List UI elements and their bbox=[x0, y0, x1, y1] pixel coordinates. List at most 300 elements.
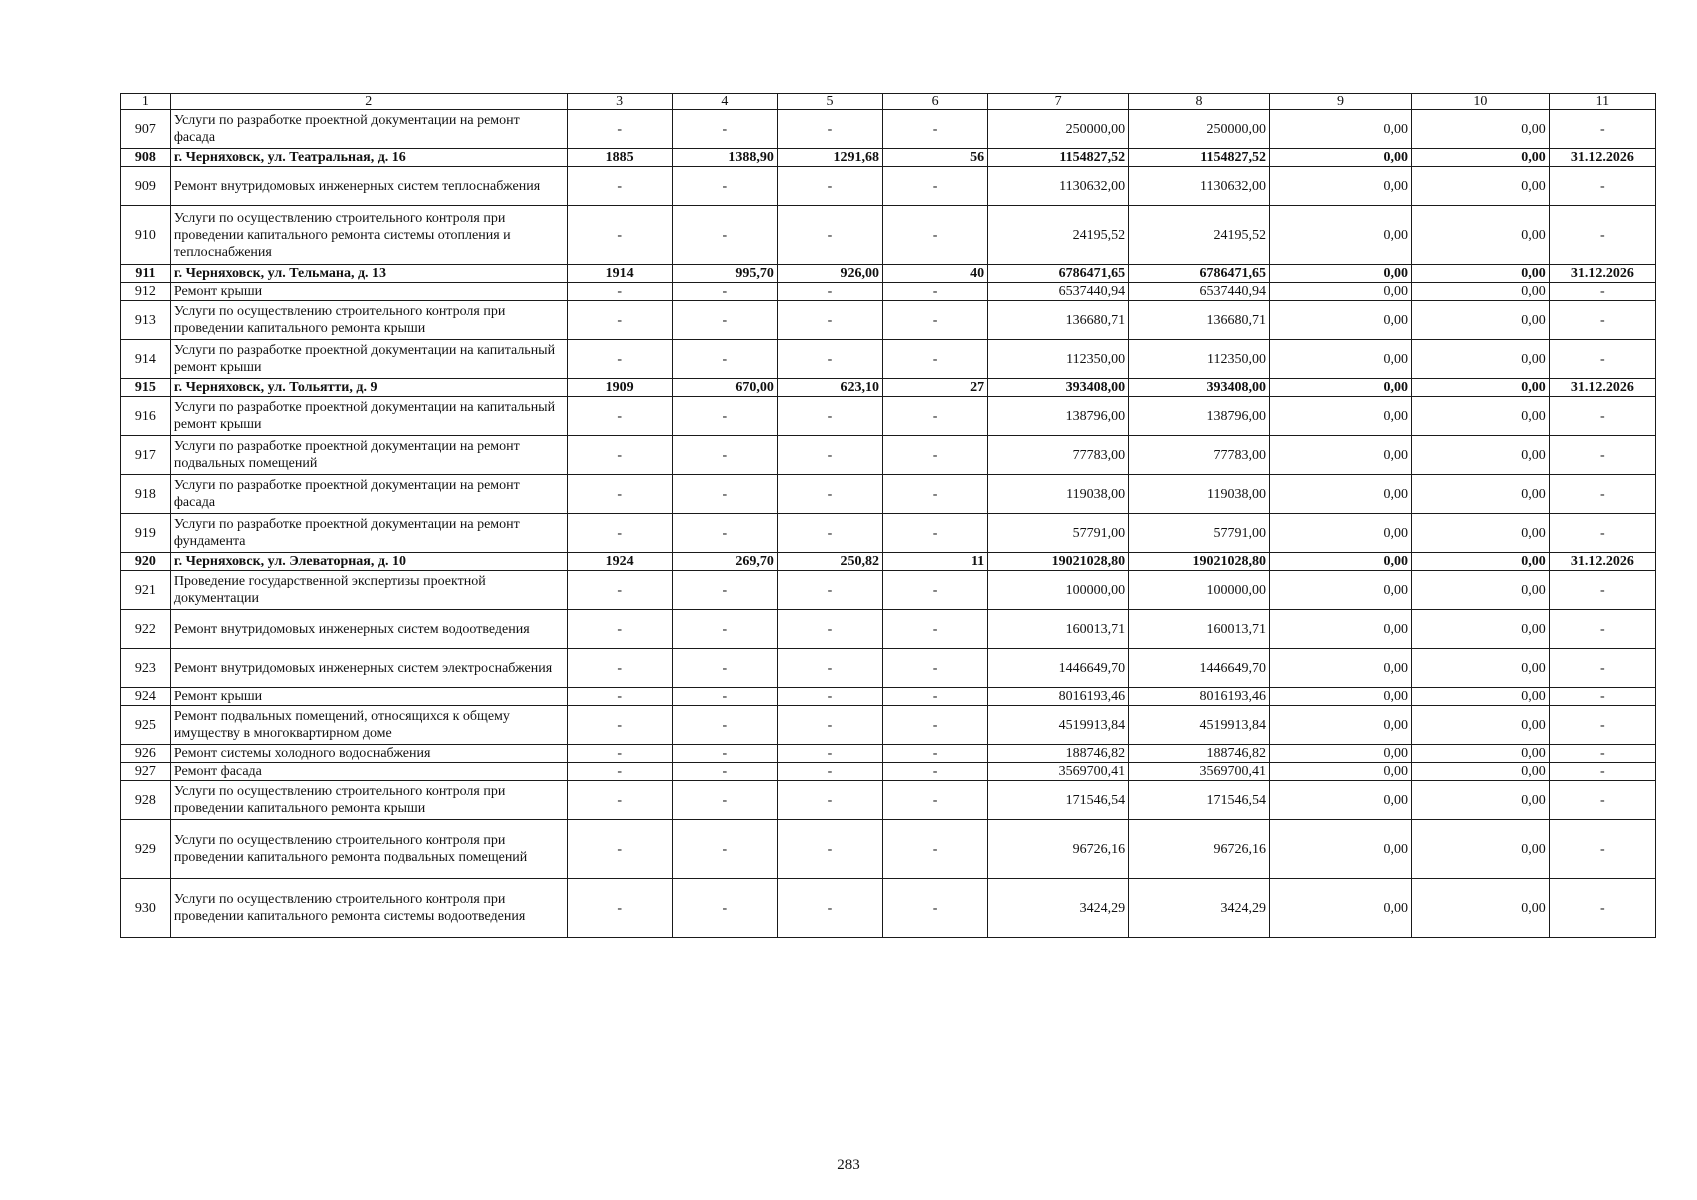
cell-col-10: 0,00 bbox=[1412, 110, 1550, 149]
cell-col-11: - bbox=[1549, 167, 1655, 206]
cell-col-4: 995,70 bbox=[672, 265, 777, 283]
work-name: г. Черняховск, ул. Элеваторная, д. 10 bbox=[170, 553, 567, 571]
work-name: Услуги по осуществлению строительного контроля при проведении капитального ремонта системы отопления и теплоснабжения bbox=[170, 206, 567, 265]
cell-col-8: 100000,00 bbox=[1129, 571, 1270, 610]
cell-col-5: - bbox=[777, 340, 882, 379]
table-row bbox=[121, 436, 1656, 475]
cell-col-6: 27 bbox=[883, 379, 988, 397]
column-header: 2 bbox=[170, 94, 567, 110]
cell-col-4: 269,70 bbox=[672, 553, 777, 571]
row-number: 929 bbox=[121, 820, 171, 879]
cell-col-5: - bbox=[777, 649, 882, 688]
cell-col-8: 4519913,84 bbox=[1129, 706, 1270, 745]
cell-col-11: - bbox=[1549, 879, 1655, 938]
cell-col-9: 0,00 bbox=[1270, 763, 1412, 781]
cell-col-11: - bbox=[1549, 649, 1655, 688]
cell-col-6: - bbox=[883, 475, 988, 514]
table-row bbox=[121, 763, 1656, 781]
cell-col-8: 96726,16 bbox=[1129, 820, 1270, 879]
work-name: Услуги по разработке проектной документации на ремонт фасада bbox=[170, 110, 567, 149]
cell-col-11: - bbox=[1549, 688, 1655, 706]
cell-col-9: 0,00 bbox=[1270, 283, 1412, 301]
row-number: 913 bbox=[121, 301, 171, 340]
cell-col-10: 0,00 bbox=[1412, 763, 1550, 781]
work-name: г. Черняховск, ул. Театральная, д. 16 bbox=[170, 149, 567, 167]
column-number-row bbox=[121, 94, 1656, 110]
cell-col-9: 0,00 bbox=[1270, 379, 1412, 397]
row-number: 919 bbox=[121, 514, 171, 553]
cell-col-6: - bbox=[883, 745, 988, 763]
cell-col-9: 0,00 bbox=[1270, 475, 1412, 514]
cell-col-8: 1154827,52 bbox=[1129, 149, 1270, 167]
cell-col-4: - bbox=[672, 397, 777, 436]
cell-col-9: 0,00 bbox=[1270, 149, 1412, 167]
cell-col-8: 393408,00 bbox=[1129, 379, 1270, 397]
table-row bbox=[121, 688, 1656, 706]
cell-col-4: - bbox=[672, 436, 777, 475]
cell-col-7: 171546,54 bbox=[988, 781, 1129, 820]
cell-col-7: 96726,16 bbox=[988, 820, 1129, 879]
cell-col-3: - bbox=[567, 781, 672, 820]
cell-col-10: 0,00 bbox=[1412, 706, 1550, 745]
cell-col-7: 1154827,52 bbox=[988, 149, 1129, 167]
work-name: Услуги по разработке проектной документации на капитальный ремонт крыши bbox=[170, 397, 567, 436]
cell-col-11: - bbox=[1549, 301, 1655, 340]
cell-col-5: - bbox=[777, 763, 882, 781]
column-header: 11 bbox=[1549, 94, 1655, 110]
column-header: 8 bbox=[1129, 94, 1270, 110]
cell-col-7: 1130632,00 bbox=[988, 167, 1129, 206]
cell-col-9: 0,00 bbox=[1270, 571, 1412, 610]
cell-col-4: - bbox=[672, 879, 777, 938]
cell-col-6: - bbox=[883, 206, 988, 265]
cell-col-7: 57791,00 bbox=[988, 514, 1129, 553]
cell-col-4: - bbox=[672, 301, 777, 340]
cell-col-10: 0,00 bbox=[1412, 820, 1550, 879]
cell-col-7: 3424,29 bbox=[988, 879, 1129, 938]
cell-col-7: 8016193,46 bbox=[988, 688, 1129, 706]
work-name: Ремонт фасада bbox=[170, 763, 567, 781]
cell-col-5: - bbox=[777, 206, 882, 265]
row-number: 907 bbox=[121, 110, 171, 149]
row-number: 921 bbox=[121, 571, 171, 610]
cell-col-3: - bbox=[567, 475, 672, 514]
cell-col-6: - bbox=[883, 167, 988, 206]
cell-col-6: - bbox=[883, 571, 988, 610]
table-row bbox=[121, 781, 1656, 820]
cell-col-5: - bbox=[777, 167, 882, 206]
cell-col-5: - bbox=[777, 397, 882, 436]
cell-col-3: - bbox=[567, 283, 672, 301]
cell-col-6: 56 bbox=[883, 149, 988, 167]
work-name: Ремонт подвальных помещений, относящихся к общему имуществу в многоквартирном доме bbox=[170, 706, 567, 745]
cell-col-3: - bbox=[567, 397, 672, 436]
cell-col-3: - bbox=[567, 879, 672, 938]
cell-col-11: - bbox=[1549, 436, 1655, 475]
cell-col-8: 188746,82 bbox=[1129, 745, 1270, 763]
cell-col-11: - bbox=[1549, 283, 1655, 301]
cell-col-7: 6786471,65 bbox=[988, 265, 1129, 283]
cell-col-5: - bbox=[777, 571, 882, 610]
cell-col-11: - bbox=[1549, 571, 1655, 610]
row-number: 916 bbox=[121, 397, 171, 436]
cell-col-11: 31.12.2026 bbox=[1549, 149, 1655, 167]
cell-col-10: 0,00 bbox=[1412, 379, 1550, 397]
cell-col-5: - bbox=[777, 610, 882, 649]
table-row bbox=[121, 514, 1656, 553]
cell-col-3: - bbox=[567, 610, 672, 649]
cell-col-10: 0,00 bbox=[1412, 340, 1550, 379]
table-row bbox=[121, 301, 1656, 340]
cell-col-7: 100000,00 bbox=[988, 571, 1129, 610]
cell-col-11: - bbox=[1549, 781, 1655, 820]
cell-col-5: - bbox=[777, 514, 882, 553]
cell-col-3: - bbox=[567, 745, 672, 763]
work-name: Ремонт внутридомовых инженерных систем теплоснабжения bbox=[170, 167, 567, 206]
cell-col-7: 160013,71 bbox=[988, 610, 1129, 649]
cell-col-6: - bbox=[883, 436, 988, 475]
cell-col-3: - bbox=[567, 340, 672, 379]
row-number: 911 bbox=[121, 265, 171, 283]
table-row bbox=[121, 283, 1656, 301]
row-number: 924 bbox=[121, 688, 171, 706]
cell-col-5: - bbox=[777, 688, 882, 706]
cell-col-8: 171546,54 bbox=[1129, 781, 1270, 820]
cell-col-6: - bbox=[883, 610, 988, 649]
cell-col-10: 0,00 bbox=[1412, 206, 1550, 265]
cell-col-4: - bbox=[672, 781, 777, 820]
cell-col-7: 77783,00 bbox=[988, 436, 1129, 475]
cell-col-4: - bbox=[672, 745, 777, 763]
cell-col-5: - bbox=[777, 436, 882, 475]
cell-col-7: 4519913,84 bbox=[988, 706, 1129, 745]
row-number: 918 bbox=[121, 475, 171, 514]
cell-col-10: 0,00 bbox=[1412, 167, 1550, 206]
cell-col-7: 119038,00 bbox=[988, 475, 1129, 514]
table-row bbox=[121, 649, 1656, 688]
cell-col-10: 0,00 bbox=[1412, 610, 1550, 649]
cell-col-7: 136680,71 bbox=[988, 301, 1129, 340]
cell-col-9: 0,00 bbox=[1270, 610, 1412, 649]
cell-col-6: - bbox=[883, 706, 988, 745]
cell-col-8: 3424,29 bbox=[1129, 879, 1270, 938]
row-number: 912 bbox=[121, 283, 171, 301]
cell-col-5: - bbox=[777, 301, 882, 340]
cell-col-3: - bbox=[567, 301, 672, 340]
cell-col-5: - bbox=[777, 745, 882, 763]
row-number: 930 bbox=[121, 879, 171, 938]
cell-col-9: 0,00 bbox=[1270, 879, 1412, 938]
cell-col-11: - bbox=[1549, 475, 1655, 514]
cell-col-4: - bbox=[672, 610, 777, 649]
cell-col-9: 0,00 bbox=[1270, 745, 1412, 763]
row-number: 915 bbox=[121, 379, 171, 397]
work-name: Услуги по осуществлению строительного контроля при проведении капитального ремонта крыши bbox=[170, 781, 567, 820]
cell-col-6: - bbox=[883, 110, 988, 149]
cell-col-3: 1909 bbox=[567, 379, 672, 397]
cell-col-3: 1924 bbox=[567, 553, 672, 571]
table-row bbox=[121, 745, 1656, 763]
cell-col-4: 670,00 bbox=[672, 379, 777, 397]
cell-col-10: 0,00 bbox=[1412, 553, 1550, 571]
cell-col-9: 0,00 bbox=[1270, 649, 1412, 688]
cell-col-11: - bbox=[1549, 514, 1655, 553]
cell-col-4: 1388,90 bbox=[672, 149, 777, 167]
cell-col-5: 1291,68 bbox=[777, 149, 882, 167]
cell-col-3: - bbox=[567, 514, 672, 553]
cell-col-5: - bbox=[777, 781, 882, 820]
cell-col-4: - bbox=[672, 688, 777, 706]
cell-col-9: 0,00 bbox=[1270, 436, 1412, 475]
cell-col-5: - bbox=[777, 283, 882, 301]
cell-col-7: 393408,00 bbox=[988, 379, 1129, 397]
table-row bbox=[121, 340, 1656, 379]
cell-col-6: 40 bbox=[883, 265, 988, 283]
cell-col-10: 0,00 bbox=[1412, 149, 1550, 167]
cell-col-11: - bbox=[1549, 340, 1655, 379]
cell-col-8: 19021028,80 bbox=[1129, 553, 1270, 571]
column-header: 6 bbox=[883, 94, 988, 110]
column-header: 9 bbox=[1270, 94, 1412, 110]
cell-col-4: - bbox=[672, 475, 777, 514]
cell-col-9: 0,00 bbox=[1270, 514, 1412, 553]
cell-col-5: - bbox=[777, 879, 882, 938]
cell-col-10: 0,00 bbox=[1412, 571, 1550, 610]
cell-col-6: - bbox=[883, 649, 988, 688]
table-row bbox=[121, 397, 1656, 436]
cell-col-9: 0,00 bbox=[1270, 688, 1412, 706]
cell-col-11: - bbox=[1549, 397, 1655, 436]
address-row bbox=[121, 553, 1656, 571]
cell-col-9: 0,00 bbox=[1270, 820, 1412, 879]
cell-col-8: 6786471,65 bbox=[1129, 265, 1270, 283]
work-name: Услуги по осуществлению строительного контроля при проведении капитального ремонта системы водоотведения bbox=[170, 879, 567, 938]
cell-col-5: 926,00 bbox=[777, 265, 882, 283]
cell-col-8: 250000,00 bbox=[1129, 110, 1270, 149]
cell-col-4: - bbox=[672, 514, 777, 553]
cell-col-9: 0,00 bbox=[1270, 206, 1412, 265]
cell-col-4: - bbox=[672, 340, 777, 379]
cell-col-11: - bbox=[1549, 110, 1655, 149]
cell-col-3: - bbox=[567, 820, 672, 879]
row-number: 917 bbox=[121, 436, 171, 475]
cell-col-8: 160013,71 bbox=[1129, 610, 1270, 649]
cell-col-4: - bbox=[672, 167, 777, 206]
cell-col-11: 31.12.2026 bbox=[1549, 553, 1655, 571]
row-number: 922 bbox=[121, 610, 171, 649]
work-name: Услуги по осуществлению строительного контроля при проведении капитального ремонта крыши bbox=[170, 301, 567, 340]
cell-col-3: - bbox=[567, 571, 672, 610]
cell-col-6: - bbox=[883, 283, 988, 301]
work-name: Ремонт системы холодного водоснабжения bbox=[170, 745, 567, 763]
cell-col-6: - bbox=[883, 340, 988, 379]
cell-col-8: 136680,71 bbox=[1129, 301, 1270, 340]
work-name: г. Черняховск, ул. Тольятти, д. 9 bbox=[170, 379, 567, 397]
column-header: 3 bbox=[567, 94, 672, 110]
cell-col-10: 0,00 bbox=[1412, 745, 1550, 763]
cell-col-6: - bbox=[883, 879, 988, 938]
table-row bbox=[121, 167, 1656, 206]
address-row bbox=[121, 149, 1656, 167]
column-header: 10 bbox=[1412, 94, 1550, 110]
cell-col-3: - bbox=[567, 110, 672, 149]
table-row bbox=[121, 206, 1656, 265]
cell-col-10: 0,00 bbox=[1412, 475, 1550, 514]
cell-col-4: - bbox=[672, 206, 777, 265]
cell-col-9: 0,00 bbox=[1270, 110, 1412, 149]
cell-col-10: 0,00 bbox=[1412, 688, 1550, 706]
cell-col-7: 250000,00 bbox=[988, 110, 1129, 149]
cell-col-4: - bbox=[672, 820, 777, 879]
cell-col-3: - bbox=[567, 706, 672, 745]
cell-col-8: 57791,00 bbox=[1129, 514, 1270, 553]
cell-col-8: 3569700,41 bbox=[1129, 763, 1270, 781]
cell-col-10: 0,00 bbox=[1412, 301, 1550, 340]
cell-col-6: - bbox=[883, 301, 988, 340]
address-row bbox=[121, 379, 1656, 397]
cell-col-6: - bbox=[883, 763, 988, 781]
cell-col-7: 188746,82 bbox=[988, 745, 1129, 763]
cell-col-11: - bbox=[1549, 763, 1655, 781]
cell-col-3: - bbox=[567, 688, 672, 706]
cell-col-9: 0,00 bbox=[1270, 340, 1412, 379]
column-header: 4 bbox=[672, 94, 777, 110]
cell-col-9: 0,00 bbox=[1270, 397, 1412, 436]
table-row bbox=[121, 475, 1656, 514]
cell-col-4: - bbox=[672, 763, 777, 781]
work-name: Услуги по осуществлению строительного контроля при проведении капитального ремонта подвальных помещений bbox=[170, 820, 567, 879]
cell-col-8: 8016193,46 bbox=[1129, 688, 1270, 706]
cell-col-3: - bbox=[567, 763, 672, 781]
cell-col-5: 250,82 bbox=[777, 553, 882, 571]
cell-col-10: 0,00 bbox=[1412, 649, 1550, 688]
cell-col-6: - bbox=[883, 688, 988, 706]
cell-col-7: 6537440,94 bbox=[988, 283, 1129, 301]
row-number: 928 bbox=[121, 781, 171, 820]
cell-col-8: 24195,52 bbox=[1129, 206, 1270, 265]
table-row bbox=[121, 706, 1656, 745]
cell-col-5: - bbox=[777, 110, 882, 149]
cell-col-8: 138796,00 bbox=[1129, 397, 1270, 436]
cell-col-11: - bbox=[1549, 206, 1655, 265]
cell-col-11: - bbox=[1549, 706, 1655, 745]
cell-col-7: 3569700,41 bbox=[988, 763, 1129, 781]
cell-col-10: 0,00 bbox=[1412, 781, 1550, 820]
row-number: 923 bbox=[121, 649, 171, 688]
address-row bbox=[121, 265, 1656, 283]
cell-col-5: - bbox=[777, 820, 882, 879]
table-row bbox=[121, 571, 1656, 610]
cell-col-7: 1446649,70 bbox=[988, 649, 1129, 688]
work-name: Ремонт внутридомовых инженерных систем электроснабжения bbox=[170, 649, 567, 688]
cell-col-11: - bbox=[1549, 820, 1655, 879]
cell-col-6: 11 bbox=[883, 553, 988, 571]
table-row bbox=[121, 610, 1656, 649]
cell-col-3: - bbox=[567, 206, 672, 265]
cell-col-8: 6537440,94 bbox=[1129, 283, 1270, 301]
work-name: Ремонт крыши bbox=[170, 283, 567, 301]
cell-col-9: 0,00 bbox=[1270, 781, 1412, 820]
cell-col-3: 1885 bbox=[567, 149, 672, 167]
cell-col-11: - bbox=[1549, 745, 1655, 763]
row-number: 909 bbox=[121, 167, 171, 206]
page-number: 283 bbox=[837, 1157, 860, 1173]
cell-col-9: 0,00 bbox=[1270, 553, 1412, 571]
table-body bbox=[121, 94, 1656, 938]
work-name: Услуги по разработке проектной документации на ремонт фундамента bbox=[170, 514, 567, 553]
cell-col-7: 19021028,80 bbox=[988, 553, 1129, 571]
cell-col-4: - bbox=[672, 706, 777, 745]
cell-col-10: 0,00 bbox=[1412, 283, 1550, 301]
cell-col-6: - bbox=[883, 820, 988, 879]
work-name: Услуги по разработке проектной документации на ремонт фасада bbox=[170, 475, 567, 514]
work-name: Ремонт внутридомовых инженерных систем водоотведения bbox=[170, 610, 567, 649]
cell-col-7: 24195,52 bbox=[988, 206, 1129, 265]
cell-col-10: 0,00 bbox=[1412, 265, 1550, 283]
row-number: 926 bbox=[121, 745, 171, 763]
table-row bbox=[121, 879, 1656, 938]
cell-col-5: 623,10 bbox=[777, 379, 882, 397]
cell-col-10: 0,00 bbox=[1412, 514, 1550, 553]
row-number: 908 bbox=[121, 149, 171, 167]
cell-col-9: 0,00 bbox=[1270, 301, 1412, 340]
cell-col-8: 1130632,00 bbox=[1129, 167, 1270, 206]
cell-col-7: 138796,00 bbox=[988, 397, 1129, 436]
row-number: 914 bbox=[121, 340, 171, 379]
cell-col-5: - bbox=[777, 475, 882, 514]
cell-col-4: - bbox=[672, 110, 777, 149]
cell-col-10: 0,00 bbox=[1412, 436, 1550, 475]
row-number: 910 bbox=[121, 206, 171, 265]
cell-col-6: - bbox=[883, 514, 988, 553]
cell-col-8: 112350,00 bbox=[1129, 340, 1270, 379]
row-number: 920 bbox=[121, 553, 171, 571]
cell-col-8: 119038,00 bbox=[1129, 475, 1270, 514]
cell-col-6: - bbox=[883, 397, 988, 436]
column-header: 1 bbox=[121, 94, 171, 110]
cell-col-3: - bbox=[567, 167, 672, 206]
cell-col-10: 0,00 bbox=[1412, 397, 1550, 436]
cell-col-9: 0,00 bbox=[1270, 167, 1412, 206]
column-header: 7 bbox=[988, 94, 1129, 110]
cell-col-10: 0,00 bbox=[1412, 879, 1550, 938]
cell-col-4: - bbox=[672, 571, 777, 610]
work-name: Услуги по разработке проектной документации на капитальный ремонт крыши bbox=[170, 340, 567, 379]
table-row bbox=[121, 110, 1656, 149]
row-number: 925 bbox=[121, 706, 171, 745]
cell-col-7: 112350,00 bbox=[988, 340, 1129, 379]
cell-col-8: 77783,00 bbox=[1129, 436, 1270, 475]
cell-col-9: 0,00 bbox=[1270, 706, 1412, 745]
work-name: Услуги по разработке проектной документации на ремонт подвальных помещений bbox=[170, 436, 567, 475]
table-row bbox=[121, 820, 1656, 879]
work-name: Проведение государственной экспертизы проектной документации bbox=[170, 571, 567, 610]
work-name: г. Черняховск, ул. Тельмана, д. 13 bbox=[170, 265, 567, 283]
cell-col-11: 31.12.2026 bbox=[1549, 379, 1655, 397]
cell-col-4: - bbox=[672, 283, 777, 301]
cell-col-11: - bbox=[1549, 610, 1655, 649]
cell-col-3: 1914 bbox=[567, 265, 672, 283]
work-name: Ремонт крыши bbox=[170, 688, 567, 706]
cell-col-6: - bbox=[883, 781, 988, 820]
cell-col-8: 1446649,70 bbox=[1129, 649, 1270, 688]
cell-col-4: - bbox=[672, 649, 777, 688]
column-header: 5 bbox=[777, 94, 882, 110]
cell-col-11: 31.12.2026 bbox=[1549, 265, 1655, 283]
cell-col-3: - bbox=[567, 649, 672, 688]
cell-col-3: - bbox=[567, 436, 672, 475]
cell-col-5: - bbox=[777, 706, 882, 745]
